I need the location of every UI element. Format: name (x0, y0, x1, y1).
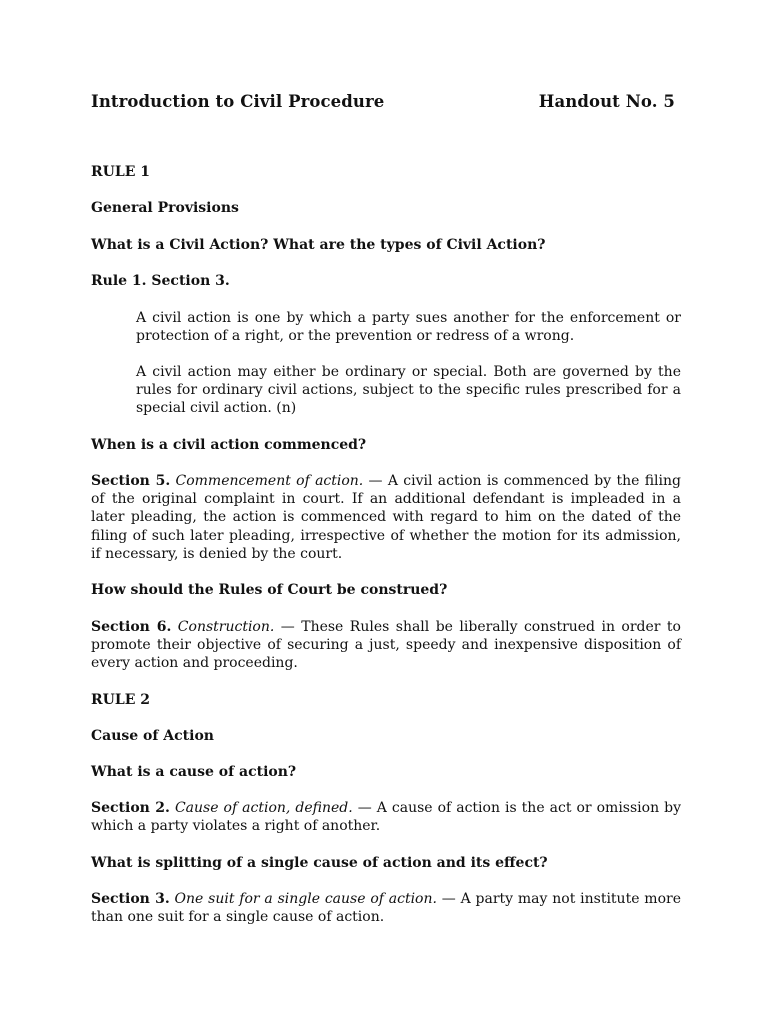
rule-2-section-3-label: Section 3. (91, 891, 170, 907)
section-6-title: Construction. (177, 619, 275, 635)
question-construction: How should the Rules of Court be construed? (91, 582, 448, 598)
rule-1-label: RULE 1 (91, 164, 150, 180)
rule-2-section-3-title: One suit for a single cause of action. (174, 891, 437, 907)
section-6-text: — These Rules shall be liberally construed in order to promote their objective of securing a just, speedy and inexpensive disposition of every action and proceeding. (91, 619, 681, 672)
section-5-paragraph (91, 472, 681, 563)
rule-2-section-2-paragraph (91, 799, 681, 835)
rule-2-section-2-title: Cause of action, defined. (174, 800, 353, 816)
rule-1-section-3-ref: Rule 1. Section 3. (91, 273, 230, 289)
rule-2-section-3-text: — A party may not institute more than one suit for a single cause of action. (91, 891, 681, 926)
rule-2-label: RULE 2 (91, 692, 150, 708)
rule-1-title: General Provisions (91, 200, 239, 216)
civil-action-types-paragraph: A civil action may either be ordinary or special. Both are governed by the rules for ordinary civil actions, subject to the specific rules prescribed for a special civil action. (n) (136, 364, 681, 417)
rule-2-title: Cause of Action (91, 728, 214, 744)
rule-2-section-2-text: — A cause of action is the act or omission by which a party violates a right of another. (91, 800, 681, 835)
handout-number: Handout No. 5 (538, 92, 675, 111)
section-5-text: — A civil action is commenced by the filing of the original complaint in court. If an additional defendant is impleaded in a later pleading, the action is commenced with regard to him on the dated of the filing of such later pleading, irrespective of whether the motion for its admission, if necessary, is denied by the court. (91, 473, 681, 562)
civil-action-definition-paragraph: A civil action is one by which a party sues another for the enforcement or protection of a right, or the prevention or redress of a wrong. (136, 310, 681, 345)
document-title: Introduction to Civil Procedure (91, 92, 385, 111)
section-5-label: Section 5. (91, 473, 171, 489)
section-5-title: Commencement of action. (175, 473, 364, 489)
question-commencement: When is a civil action commenced? (91, 437, 367, 453)
rule-2-section-3-paragraph (91, 890, 681, 926)
question-splitting-cause: What is splitting of a single cause of action and its effect? (91, 855, 548, 871)
document-page (91, 0, 681, 1024)
question-cause-of-action: What is a cause of action? (91, 764, 297, 780)
question-civil-action-types: What is a Civil Action? What are the types of Civil Action? (91, 237, 546, 253)
document-header (91, 92, 681, 118)
section-6-paragraph (91, 618, 681, 673)
section-6-label: Section 6. (91, 619, 172, 635)
rule-2-section-2-label: Section 2. (91, 800, 170, 816)
